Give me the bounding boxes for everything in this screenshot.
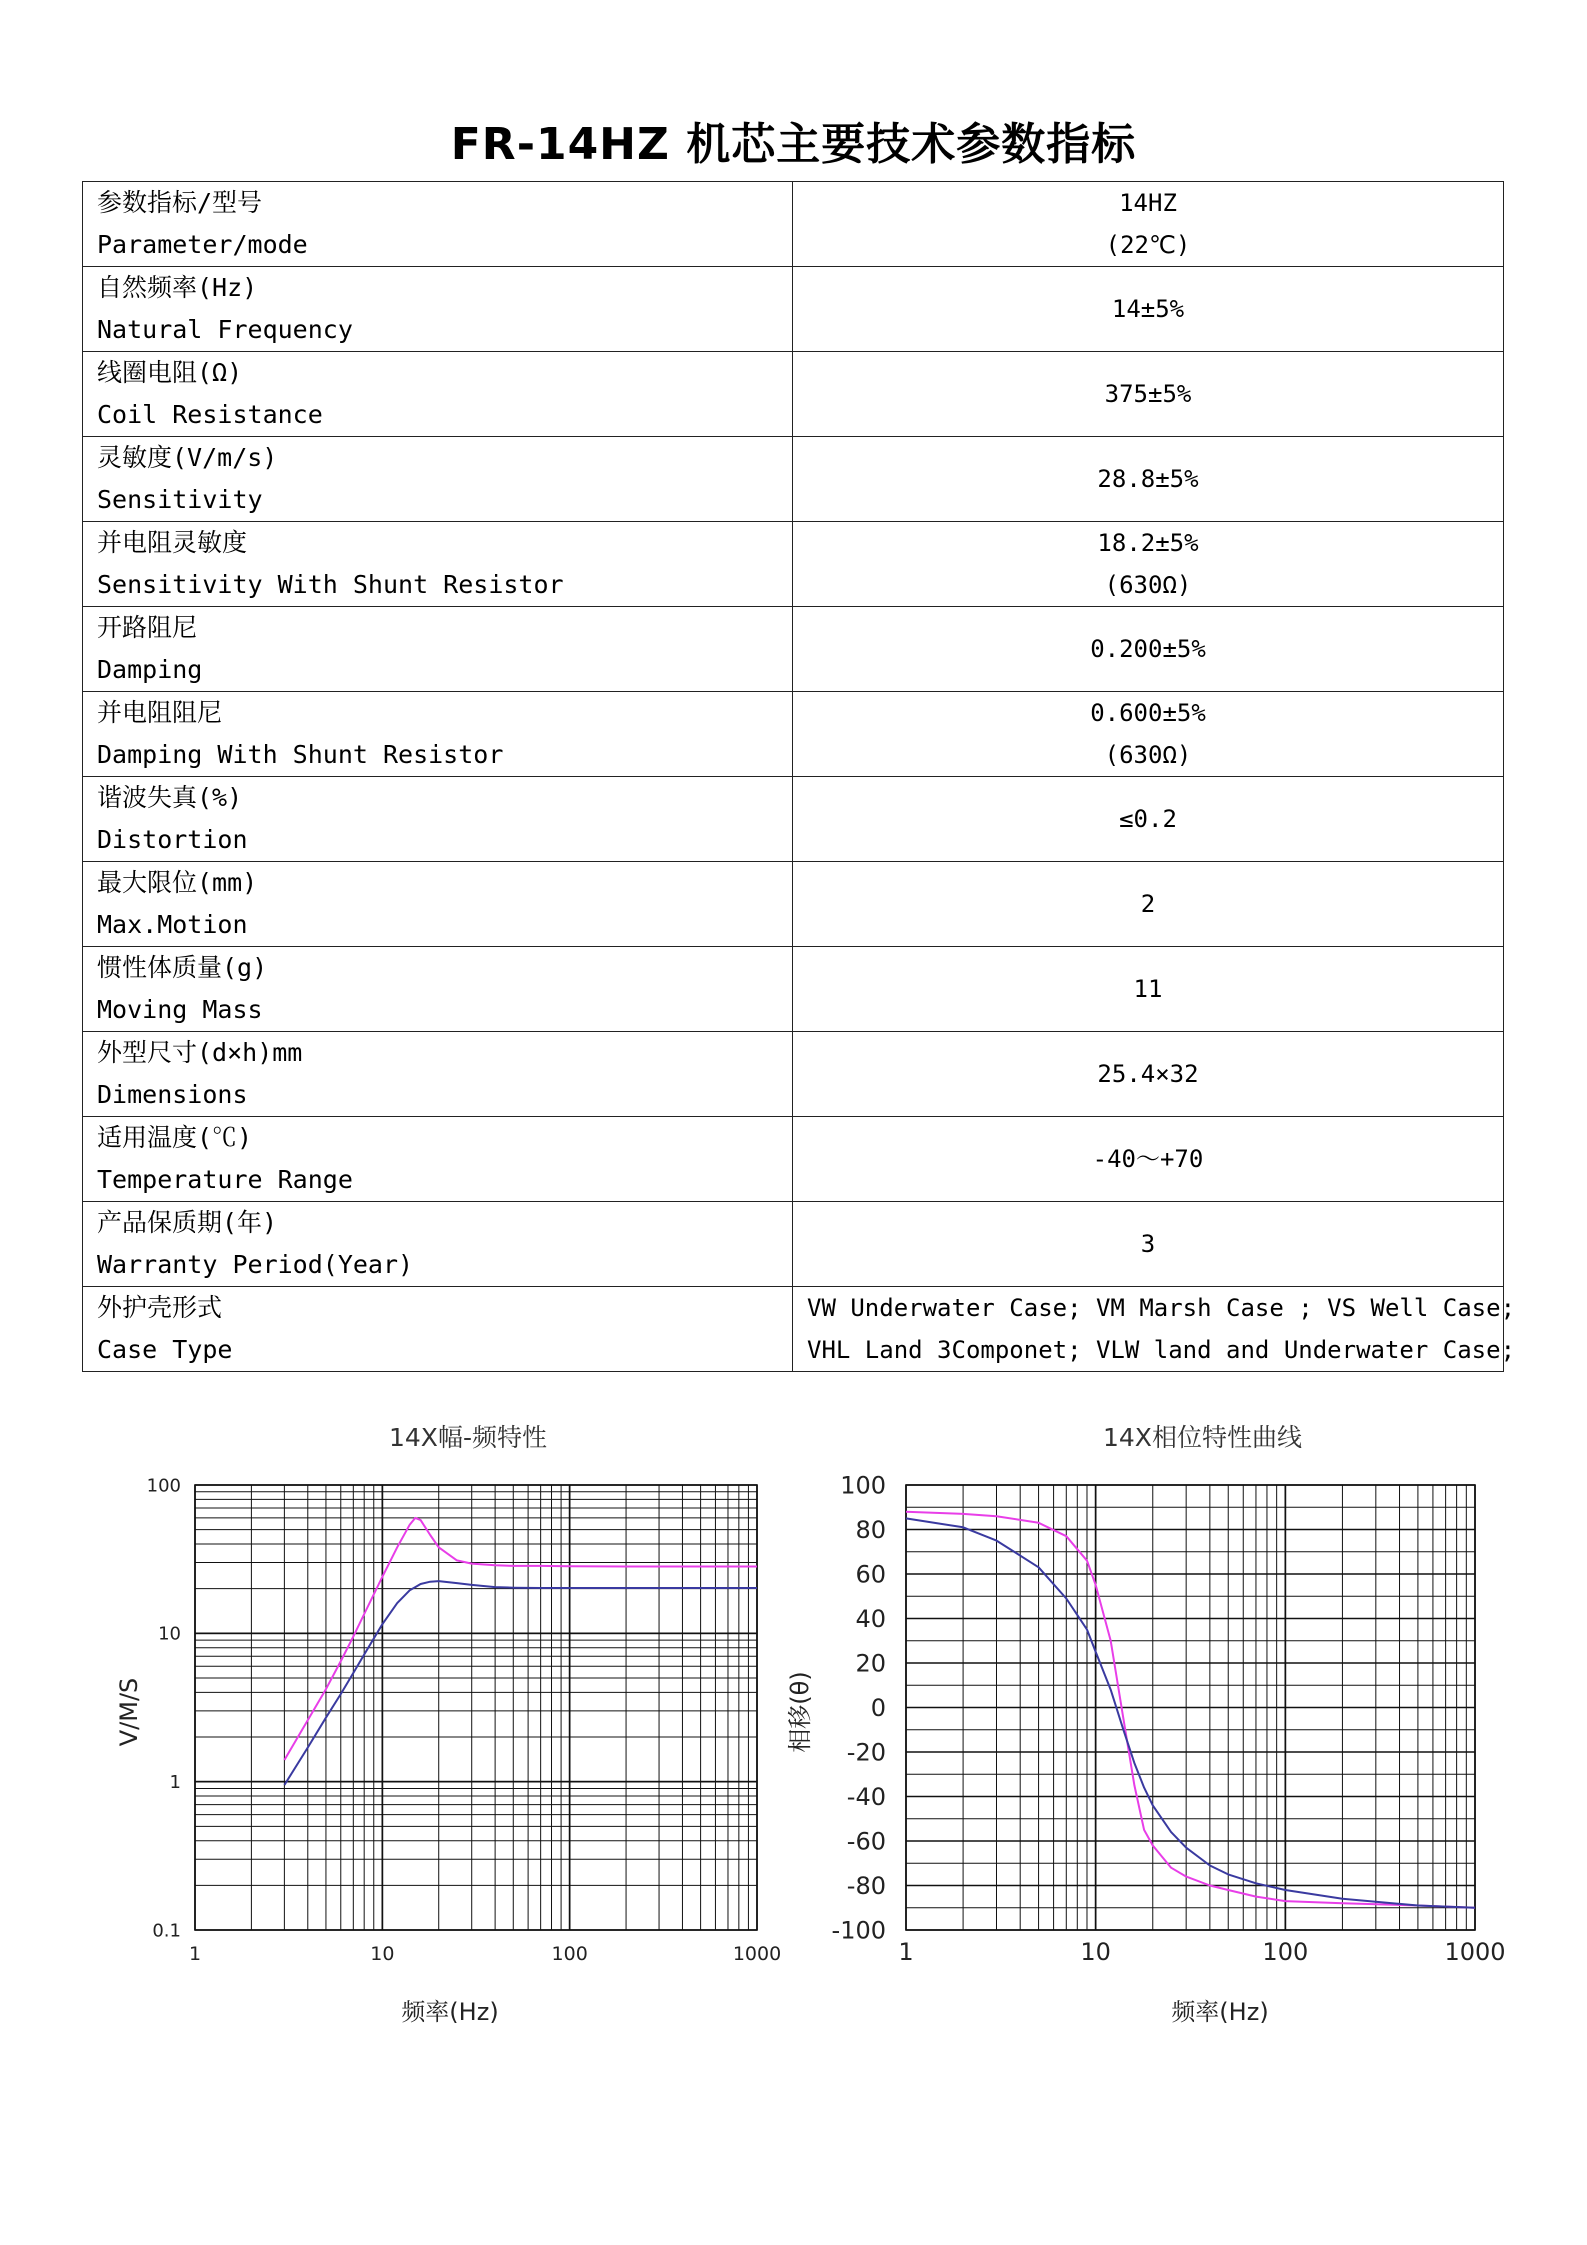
- param-name-cn: 惯性体质量(g): [97, 953, 268, 982]
- value-primary: 28.8±5%: [1097, 465, 1199, 493]
- value-primary: 18.2±5%: [1097, 529, 1199, 557]
- value-primary: 0.200±5%: [1090, 635, 1206, 663]
- param-name-en: Distortion: [97, 825, 248, 854]
- chart-0: [115, 1475, 781, 2026]
- value-primary: -40～+70: [1092, 1145, 1204, 1173]
- x-tick-label: 1000: [732, 1943, 782, 1965]
- param-name-cn: 谐波失真(%): [97, 783, 243, 812]
- value-primary: 2: [1140, 890, 1156, 918]
- x-axis-label: 频率(Hz): [401, 1998, 499, 2026]
- x-tick-label: 10: [370, 1943, 395, 1965]
- chart-1: [786, 1471, 1506, 2026]
- value-secondary: (22℃): [1105, 231, 1191, 259]
- param-name-cn: 并电阻灵敏度: [97, 528, 248, 557]
- series-line-pink: [284, 1518, 757, 1760]
- param-name-en: Temperature Range: [97, 1165, 353, 1194]
- param-name-cn: 外护壳形式: [97, 1293, 223, 1322]
- value-primary: 14±5%: [1111, 295, 1185, 323]
- param-name-en: Damping With Shunt Resistor: [97, 740, 504, 769]
- y-tick-label: 20: [855, 1649, 886, 1678]
- y-axis-label: V/M/S: [115, 1677, 143, 1747]
- value-primary: 0.600±5%: [1090, 699, 1206, 727]
- param-name-en: Coil Resistance: [97, 400, 323, 429]
- y-tick-label: 0: [870, 1693, 886, 1722]
- y-tick-label: 60: [855, 1560, 886, 1589]
- x-tick-label: 1: [188, 1943, 202, 1965]
- y-tick-label: -20: [846, 1738, 886, 1767]
- param-name-cn: 灵敏度(V/m/s): [97, 443, 278, 472]
- y-tick-label: 100: [146, 1475, 181, 1497]
- x-tick-label: 1: [898, 1938, 914, 1966]
- value-primary: 14HZ: [1119, 189, 1177, 217]
- param-name-cn: 最大限位(mm): [97, 868, 258, 897]
- value-secondary: (630Ω): [1104, 571, 1192, 599]
- page-title: FR-14HZ 机芯主要技术参数指标: [450, 119, 1137, 170]
- value-primary: ≤0.2: [1119, 805, 1177, 833]
- param-name-en: Natural Frequency: [97, 315, 353, 344]
- param-name-cn: 外型尺寸(d×h)mm: [97, 1038, 303, 1067]
- plot-frame: [195, 1485, 757, 1930]
- value-secondary: VHL Land 3Componet; VLW land and Underwater Case;: [807, 1336, 1516, 1364]
- param-name-cn: 并电阻阻尼: [97, 698, 223, 727]
- param-name-en: Warranty Period(Year): [97, 1250, 414, 1279]
- value-primary: VW Underwater Case; VM Marsh Case ; VS Well Case;: [807, 1294, 1516, 1322]
- x-tick-label: 10: [1080, 1938, 1111, 1966]
- y-tick-label: 100: [840, 1471, 886, 1500]
- value-primary: 25.4×32: [1097, 1060, 1199, 1088]
- x-tick-label: 100: [1262, 1938, 1309, 1966]
- y-tick-label: 10: [158, 1623, 181, 1645]
- param-name-cn: 参数指标/型号: [97, 188, 263, 217]
- y-tick-label: 40: [855, 1604, 886, 1633]
- param-name-en: Sensitivity With Shunt Resistor: [97, 570, 564, 599]
- param-name-en: Damping: [97, 655, 203, 684]
- x-tick-label: 100: [551, 1943, 588, 1965]
- param-name-en: Max.Motion: [97, 910, 248, 939]
- y-tick-label: -100: [831, 1916, 886, 1945]
- param-name-cn: 自然频率(Hz): [97, 273, 258, 302]
- chart-title-amplitude: 14X幅-频特性: [389, 1423, 547, 1452]
- y-tick-label: 1: [169, 1771, 181, 1793]
- param-name-en: Parameter/mode: [97, 230, 308, 259]
- chart-title-phase: 14X相位特性曲线: [1103, 1423, 1302, 1452]
- param-name-cn: 产品保质期(年): [97, 1208, 278, 1237]
- value-primary: 375±5%: [1104, 380, 1192, 408]
- x-axis-label: 频率(Hz): [1171, 1998, 1269, 2026]
- y-tick-label: 0.1: [152, 1920, 181, 1942]
- y-tick-label: 80: [855, 1515, 886, 1544]
- param-name-cn: 适用温度(℃): [97, 1123, 253, 1152]
- series-line-blue: [906, 1518, 1475, 1907]
- param-name-en: Case Type: [97, 1335, 233, 1364]
- series-line-pink: [906, 1512, 1475, 1908]
- y-tick-label: -40: [846, 1782, 886, 1811]
- value-primary: 3: [1140, 1230, 1156, 1258]
- value-primary: 11: [1133, 975, 1163, 1003]
- x-tick-label: 1000: [1444, 1938, 1506, 1966]
- param-name-en: Moving Mass: [97, 995, 263, 1024]
- param-name-cn: 开路阻尼: [97, 613, 198, 642]
- param-name-en: Dimensions: [97, 1080, 248, 1109]
- y-tick-label: -80: [846, 1871, 886, 1900]
- param-name-cn: 线圈电阻(Ω): [97, 358, 243, 387]
- value-secondary: (630Ω): [1104, 741, 1192, 769]
- y-axis-label: 相移(θ): [786, 1671, 814, 1753]
- y-tick-label: -60: [846, 1827, 886, 1856]
- series-line-blue: [284, 1581, 757, 1785]
- param-name-en: Sensitivity: [97, 485, 263, 514]
